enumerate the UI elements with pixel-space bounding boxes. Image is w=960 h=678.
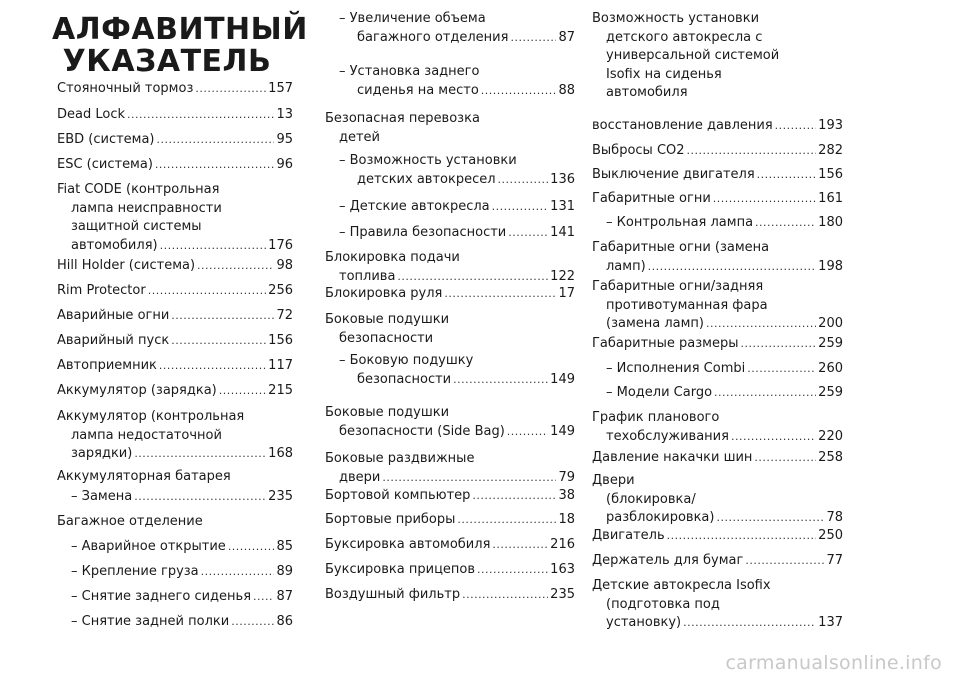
index-entry (592, 409, 843, 446)
index-entry-text: установку) (606, 615, 682, 630)
index-entry-text: Аккумуляторная батарея (57, 469, 231, 484)
page-number: 122 (550, 268, 575, 284)
page-number: 77 (826, 553, 843, 568)
page-number: 168 (268, 446, 293, 461)
dot-leader (648, 258, 817, 277)
dot-leader (477, 561, 548, 580)
dot-leader (127, 106, 274, 125)
page-number: 38 (558, 488, 575, 503)
page-number: 215 (268, 383, 293, 398)
index-entry-text: безопасности (339, 330, 434, 346)
page-number: 96 (276, 157, 293, 172)
dot-leader (228, 538, 275, 557)
dot-leader (253, 588, 274, 607)
index-entry-text: Аккумулятор (зарядка) (57, 383, 217, 398)
index-entry (57, 332, 293, 351)
index-entry (325, 586, 575, 605)
dot-leader (195, 80, 266, 99)
page-number: 79 (558, 469, 575, 485)
index-title-line2: УКАЗАТЕЛЬ (62, 44, 272, 79)
index-entry-text: Блокировка подачи (325, 250, 460, 265)
page-number: 87 (276, 589, 293, 604)
index-entry-text: восстановление давления (592, 118, 773, 133)
index-entry (57, 382, 293, 401)
page-number: 180 (818, 215, 843, 230)
page-number: 72 (276, 308, 293, 323)
page-number: 216 (550, 537, 575, 552)
index-entry-text: – Замена (71, 489, 133, 504)
index-entry (57, 80, 293, 99)
dot-leader (397, 268, 548, 287)
dot-leader (219, 382, 266, 401)
index-entry-text: Rim Protector (57, 283, 146, 298)
index-entry-text: График планового (592, 410, 720, 425)
dot-leader (755, 214, 816, 233)
page-number: 235 (268, 489, 293, 504)
dot-leader (716, 509, 824, 528)
index-entry-text: Боковые раздвижные (325, 451, 475, 466)
index-title (52, 12, 308, 79)
index-entry-text: – Правила безопасности (339, 225, 507, 240)
dot-leader (201, 563, 275, 582)
dot-leader (714, 384, 816, 403)
page-number: 136 (550, 171, 575, 187)
dot-leader (706, 315, 816, 334)
index-entry (325, 110, 575, 147)
index-entry (57, 613, 293, 632)
index-entry-text: (замена ламп) (606, 316, 705, 331)
index-entry-text: детей (339, 129, 381, 145)
dot-leader (453, 371, 548, 390)
dot-leader (754, 449, 816, 468)
index-entry (57, 181, 293, 255)
page-number: 200 (818, 316, 843, 331)
page-number: 259 (818, 336, 843, 351)
index-entry-text: Стояночный тормоз (57, 81, 194, 96)
index-entry (592, 239, 843, 276)
index-entry-text: детских автокресел (357, 171, 496, 187)
index-entry (325, 352, 575, 389)
dot-leader (157, 131, 275, 150)
index-entry-text: безопасности (357, 371, 452, 387)
page-number: 88 (558, 82, 575, 98)
index-entry (57, 156, 293, 175)
index-entry-text: лампа неисправности (71, 200, 222, 216)
page-number: 85 (276, 539, 293, 554)
dot-leader (197, 257, 274, 276)
index-entry-text: Бортовой компьютер (325, 488, 471, 503)
page-number: 258 (818, 450, 843, 465)
index-entry (325, 450, 575, 487)
index-entry-text: (блокировка/ (606, 491, 696, 507)
index-entry-text: Безопасная перевозка (325, 111, 480, 126)
index-entry-text: Аварийный пуск (57, 333, 170, 348)
index-entry (325, 285, 575, 304)
page-number: 78 (826, 510, 843, 525)
index-entry-text: автомобиля (606, 85, 688, 100)
page-number: 87 (558, 29, 575, 45)
index-entry (57, 513, 293, 532)
page-number: 137 (818, 615, 843, 630)
index-entry-text: EBD (система) (57, 132, 155, 147)
index-entry-text: Габаритные размеры (592, 336, 739, 351)
index-entry-text: Выбросы CO2 (592, 143, 685, 158)
dot-leader (231, 613, 274, 632)
dot-leader (775, 117, 817, 136)
index-entry-text: топлива (339, 268, 396, 284)
index-entry-text: Isofix на сиденья (606, 66, 722, 82)
index-entry-text: Багажное отделение (57, 514, 203, 529)
dot-leader (444, 285, 556, 304)
dot-leader (745, 552, 824, 571)
dot-leader (731, 428, 816, 447)
watermark: carmanualsonline.info (725, 652, 942, 674)
index-entry-text: Буксировка прицепов (325, 562, 476, 577)
index-entry-text: Выключение двигателя (592, 167, 755, 182)
dot-leader (507, 423, 548, 442)
index-entry (325, 249, 575, 286)
index-entry (325, 511, 575, 530)
index-entry (325, 404, 575, 441)
dot-leader (160, 237, 267, 256)
index-entry (57, 488, 293, 507)
page-number: 259 (818, 385, 843, 400)
page-number: 18 (558, 512, 575, 527)
dot-leader (171, 307, 274, 326)
index-entry-text: Буксировка автомобиля (325, 537, 491, 552)
page-number: 89 (276, 564, 293, 579)
index-entry-text: лампа недостаточной (71, 427, 222, 443)
index-entry (592, 117, 843, 136)
index-entry (325, 311, 575, 348)
index-entry-text: Габаритные огни (замена (592, 240, 770, 255)
index-entry-text: Бортовые приборы (325, 512, 456, 527)
index-entry (57, 257, 293, 276)
index-entry-text: Fiat CODE (контрольная (57, 182, 220, 197)
index-entry (325, 224, 575, 243)
index-title-line1: АЛФАВИТНЫЙ (52, 12, 308, 47)
index-entry (592, 449, 843, 468)
index-entry-text: противотуманная фара (606, 297, 768, 313)
index-entry-text: Давление накачки шин (592, 450, 753, 465)
page-number: 95 (276, 132, 293, 147)
index-entry-text: Hill Holder (система) (57, 258, 196, 273)
page-number: 149 (550, 371, 575, 387)
dot-leader (492, 536, 548, 555)
index-entry-text: Детские автокресла Isofix (592, 578, 771, 593)
dot-leader (510, 29, 556, 48)
page-number: 13 (276, 107, 293, 122)
index-entry-text: – Боковую подушку (339, 353, 474, 368)
dot-leader (134, 488, 266, 507)
index-entry (592, 10, 843, 103)
index-entry-text: Блокировка руля (325, 286, 443, 301)
index-entry-text: ламп) (606, 258, 646, 274)
index-entry-text: – Крепление груза (71, 564, 199, 579)
index-entry (592, 384, 843, 403)
index-entry (592, 472, 843, 528)
index-entry-text: – Исполнения Combi (606, 361, 746, 376)
index-entry (325, 561, 575, 580)
index-entry (592, 577, 843, 633)
index-entry (325, 63, 575, 100)
dot-leader (481, 82, 557, 101)
index-entry-text: – Увеличение объема (339, 11, 486, 26)
dot-leader (382, 469, 556, 488)
dot-leader (687, 142, 817, 161)
dot-leader (741, 335, 817, 354)
index-entry-text: Боковые подушки (325, 405, 450, 420)
index-entry-text: зарядки) (71, 446, 133, 461)
index-entry (325, 152, 575, 189)
dot-leader (713, 190, 816, 209)
index-entry (325, 198, 575, 217)
page-number: 156 (818, 167, 843, 182)
index-entry (57, 106, 293, 125)
index-entry-text: разблокировка) (606, 510, 715, 525)
index-entry-text: багажного отделения (357, 29, 509, 45)
index-entry-text: (подготовка под (606, 596, 720, 612)
index-entry-text: техобслуживания (606, 428, 729, 444)
index-entry (592, 214, 843, 233)
dot-leader (683, 614, 816, 633)
index-entry-text: Dead Lock (57, 107, 126, 122)
index-entry-text: Воздушный фильтр (325, 587, 461, 602)
dot-leader (508, 224, 548, 243)
index-entry (325, 10, 575, 47)
index-entry (325, 487, 575, 506)
index-entry (592, 142, 843, 161)
index-entry (57, 538, 293, 557)
dot-leader (155, 156, 275, 175)
index-entry-text: защитной системы (71, 219, 202, 234)
dot-leader (757, 166, 817, 185)
index-entry (592, 527, 843, 546)
index-entry-text: – Снятие задней полки (71, 614, 230, 629)
index-entry (57, 468, 293, 487)
page-number: 161 (818, 191, 843, 206)
index-entry-text: – Аварийное открытие (71, 539, 226, 554)
page-number: 235 (550, 587, 575, 602)
page-number: 260 (818, 361, 843, 376)
index-entry-text: Возможность установки (592, 11, 760, 26)
page-number: 176 (268, 237, 293, 253)
page-number: 149 (550, 423, 575, 439)
index-entry-text: безопасности (Side Bag) (339, 423, 505, 439)
page-number: 163 (550, 562, 575, 577)
dot-leader (148, 282, 266, 301)
index-entry (57, 408, 293, 464)
index-entry-text: – Контрольная лампа (606, 215, 754, 230)
index-entry (592, 278, 843, 334)
index-entry (57, 131, 293, 150)
index-entry-text: Аккумулятор (контрольная (57, 409, 245, 424)
index-entry-text: – Возможность установки (339, 153, 517, 168)
page-number: 157 (268, 81, 293, 96)
dot-leader (134, 445, 266, 464)
index-entry-text: – Детские автокресла (339, 199, 490, 214)
index-entry-text: Держатель для бумаг (592, 553, 744, 568)
dot-leader (171, 332, 266, 351)
index-entry-text: ESC (система) (57, 157, 153, 172)
page-number: 250 (818, 528, 843, 543)
dot-leader (457, 511, 556, 530)
index-entry (592, 360, 843, 379)
index-entry-text: Боковые подушки (325, 312, 450, 327)
page-number: 193 (818, 118, 843, 133)
index-entry (592, 335, 843, 354)
index-entry (57, 282, 293, 301)
index-entry-text: Двери (592, 473, 635, 488)
index-entry-text: двери (339, 469, 381, 485)
index-entry-text: – Установка заднего (339, 64, 480, 79)
page-number: 86 (276, 614, 293, 629)
index-entry (57, 588, 293, 607)
index-entry-text: автомобиля) (71, 237, 158, 253)
index-entry-text: детского автокресла с (606, 29, 763, 45)
page-number: 117 (268, 358, 293, 373)
index-entry-text: – Снятие заднего сиденья (71, 589, 252, 604)
index-entry (592, 166, 843, 185)
page-number: 220 (818, 428, 843, 444)
index-entry (325, 536, 575, 555)
dot-leader (159, 357, 266, 376)
index-entry-text: Двигатель (592, 528, 665, 543)
index-entry-text: универсальной системой (606, 48, 780, 63)
index-entry (592, 552, 843, 571)
page-number: 141 (550, 225, 575, 240)
page-number: 156 (268, 333, 293, 348)
page-number: 131 (550, 199, 575, 214)
dot-leader (747, 360, 816, 379)
index-entry-text: Габаритные огни/задняя (592, 279, 764, 294)
index-entry (592, 190, 843, 209)
dot-leader (462, 586, 548, 605)
index-entry-text: сиденья на место (357, 82, 479, 98)
dot-leader (492, 198, 549, 217)
dot-leader (472, 487, 556, 506)
index-entry-text: Аварийные огни (57, 308, 170, 323)
page-number: 198 (818, 258, 843, 274)
dot-leader (498, 171, 549, 190)
page-number: 282 (818, 143, 843, 158)
index-entry-text: Автоприемник (57, 358, 157, 373)
index-entry-text: Габаритные огни (592, 191, 711, 206)
index-entry-text: – Модели Cargo (606, 385, 713, 400)
dot-leader (667, 527, 817, 546)
index-entry (57, 563, 293, 582)
page-number: 98 (276, 258, 293, 273)
index-entry (57, 357, 293, 376)
index-entry (57, 307, 293, 326)
page-number: 256 (268, 283, 293, 298)
page-number: 17 (558, 286, 575, 301)
